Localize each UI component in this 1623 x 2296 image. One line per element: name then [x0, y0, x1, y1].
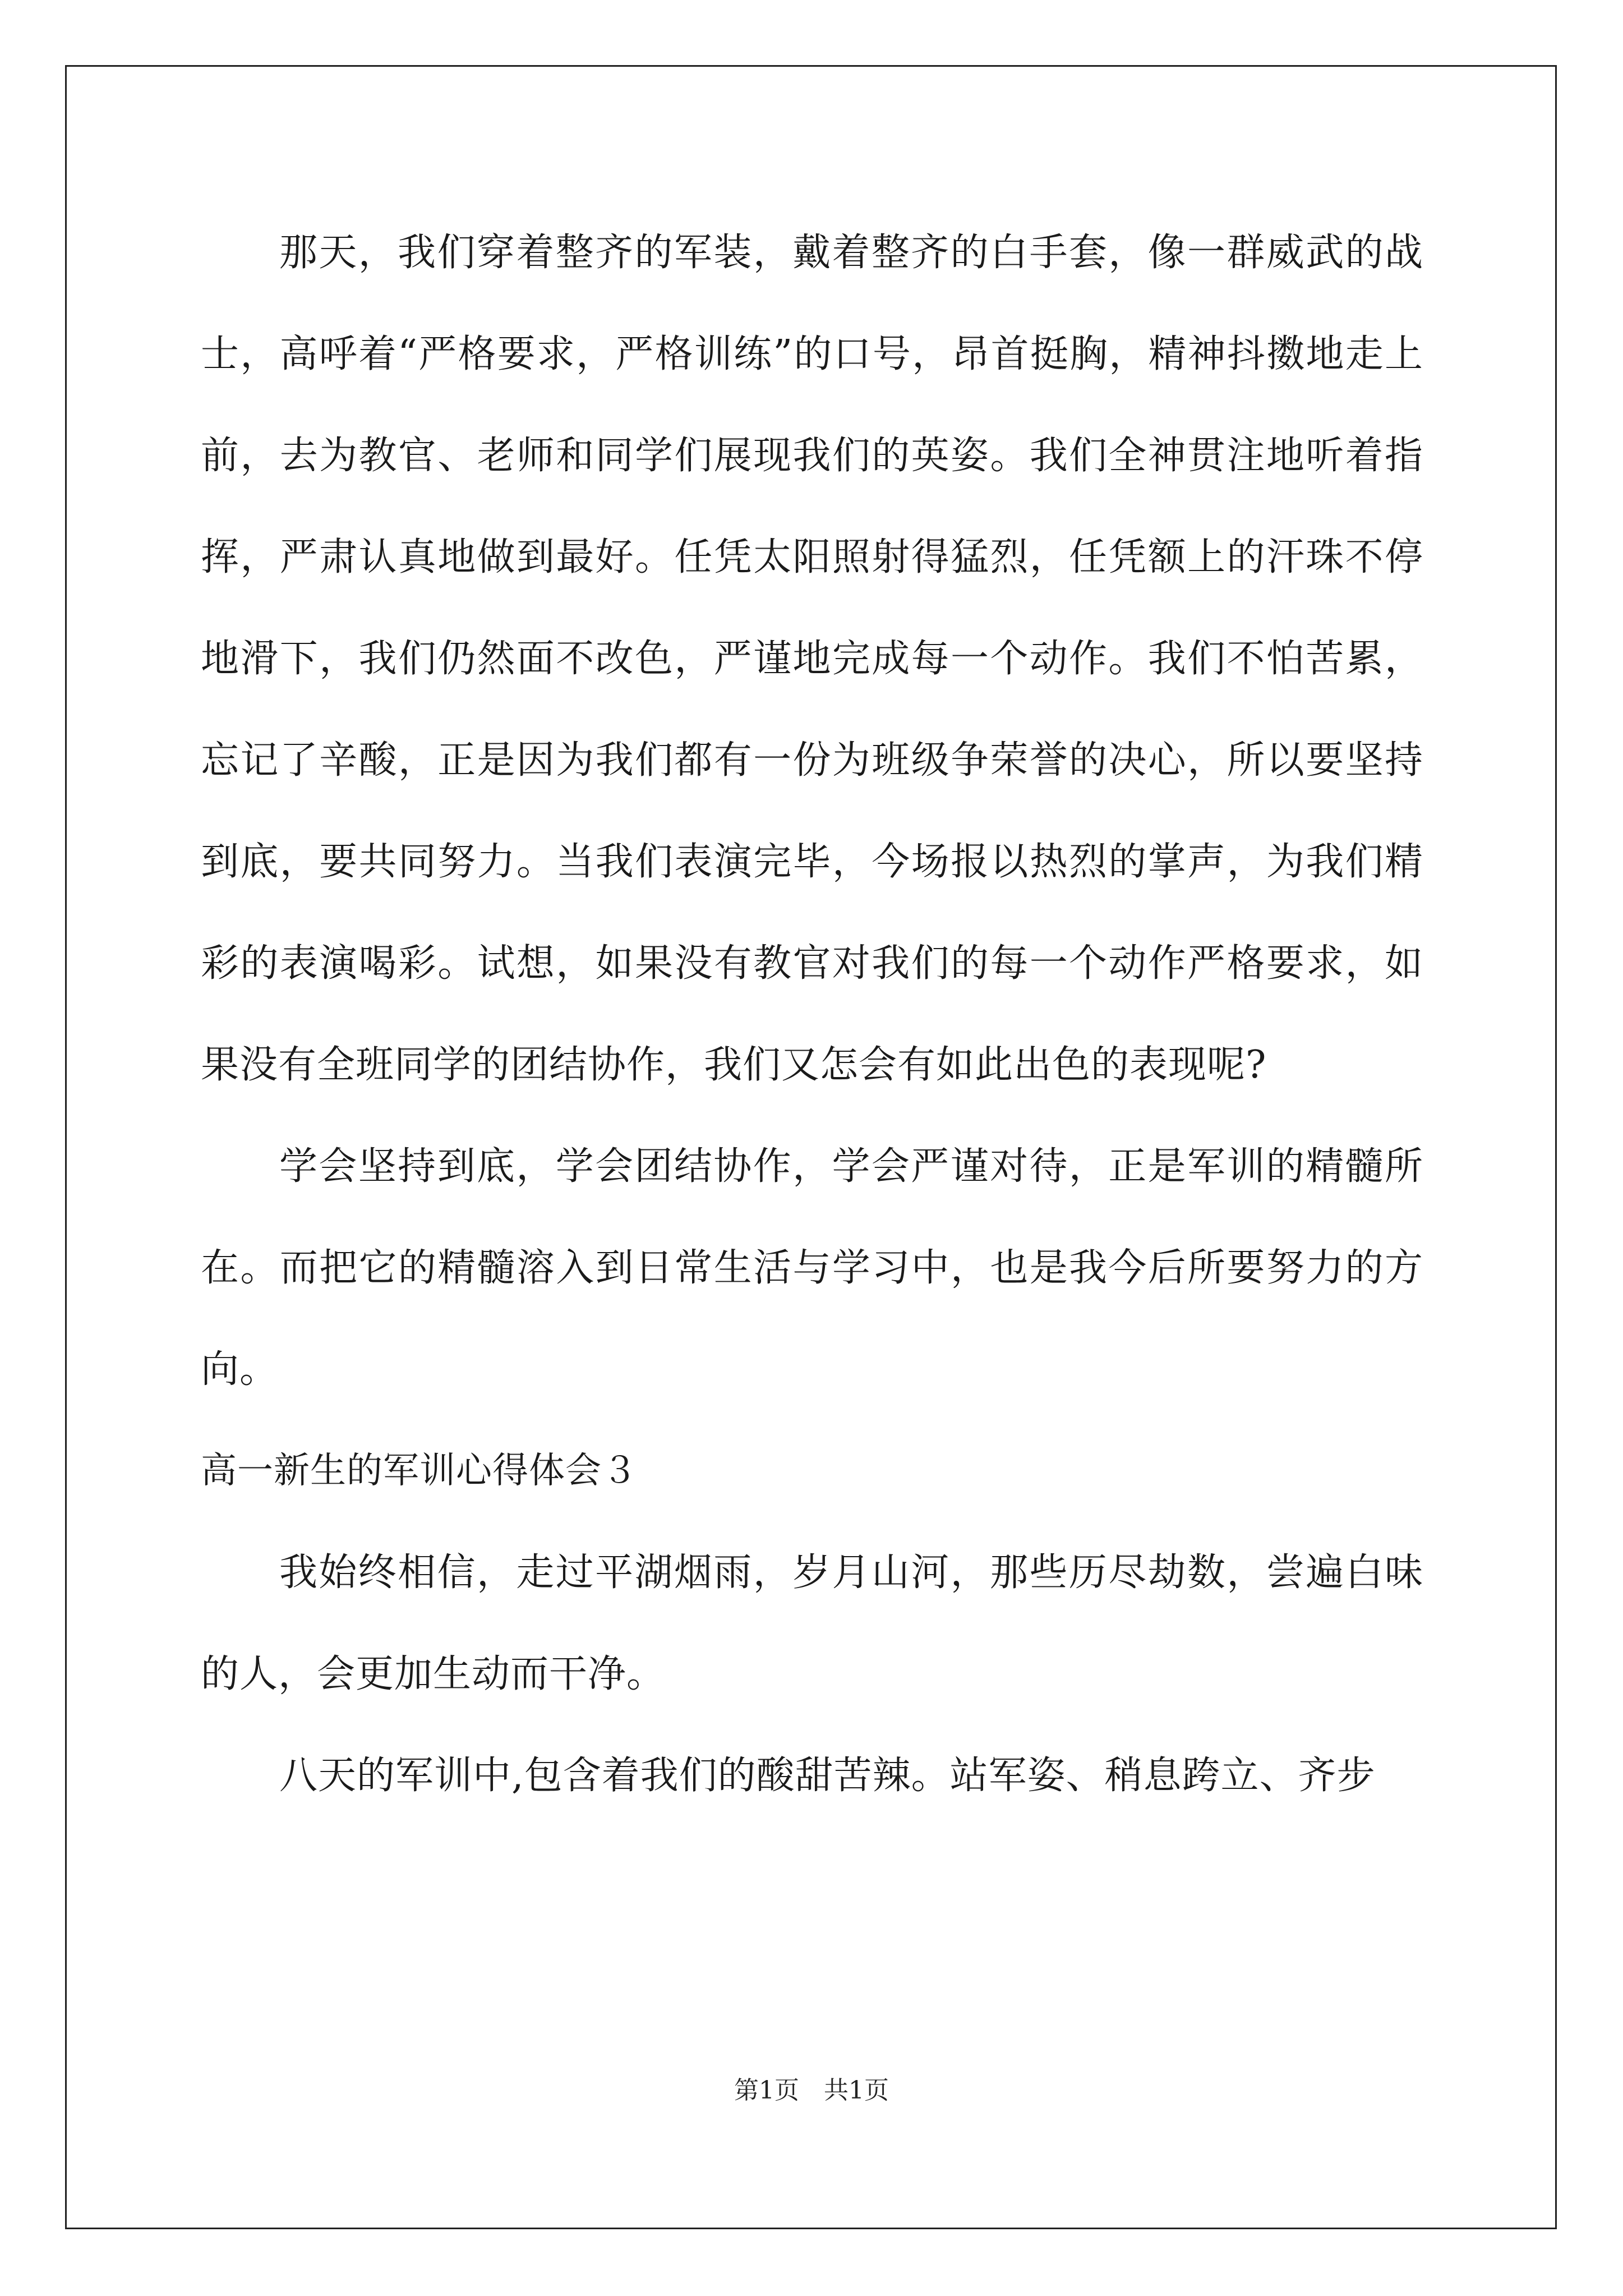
section-heading: 高一新生的军训心得体会３	[201, 1450, 638, 1492]
paragraph: 那天，我们穿着整齐的军装，戴着整齐的白手套，像一群威武的战士，高呼着“严格要求，严格训练”的口号，昂首挺胸，精神抖擞地走上前，去为教官、老师和同学们展现我们的英姿。我们全神贯注地听着指挥，严肃认真地做到最好。任凭太阳照射得猛烈，任凭额上的汗珠不停地滑下，我们仍然面不改色，严谨地完成每一个动作。我们不怕苦累，忘记了辛酸，正是因为我们都有一份为班级争荣誉的决心，所以要坚持到底，要共同努力。当我们表演完毕，今场报以热烈的掌声，为我们精彩的表演喝彩。试想，如果没有教官对我们的每一个动作严格要求，如果没有全班同学的团结协作，我们又怎会有如此出色的表现呢?	[201, 231, 1423, 1087]
page-footer: 第1页 共1页	[734, 2076, 889, 2105]
document-body	[201, 202, 1423, 1826]
paragraph: 八天的军训中,包含着我们的酸甜苦辣。站军姿、稍息跨立、齐步	[279, 1754, 1376, 1798]
paragraph: 我始终相信，走过平湖烟雨，岁月山河，那些历尽劫数，尝遍白味的人，会更加生动而干净。	[201, 1550, 1423, 1696]
paragraph: 学会坚持到底，学会团结协作，学会严谨对待，正是军训的精髓所在。而把它的精髓溶入到日常生活与学习中，也是我今后所要努力的方向。	[201, 1144, 1423, 1392]
